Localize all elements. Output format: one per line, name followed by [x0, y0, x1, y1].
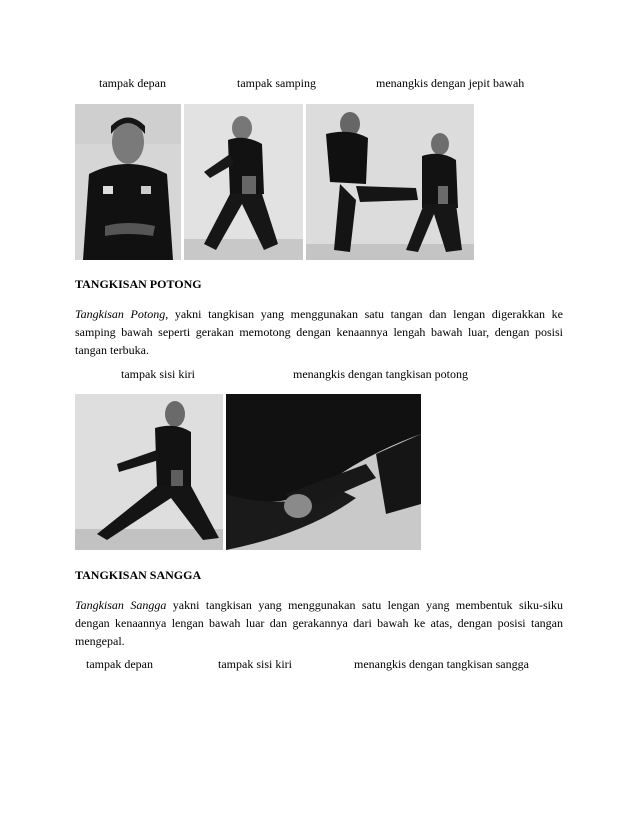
term-potong: Tangkisan Potong	[75, 307, 166, 321]
caption-tangkisan-sangga: menangkis dengan tangkisan sangga	[354, 657, 529, 671]
photo-front-view	[75, 104, 181, 260]
photo-left-side-view	[75, 394, 223, 550]
paragraph-sangga	[75, 596, 563, 650]
caption-jepit-bawah: menangkis dengan jepit bawah	[376, 76, 525, 90]
section-title-potong: TANGKISAN POTONG	[75, 277, 202, 291]
term-sangga: Tangkisan Sangga	[75, 598, 167, 612]
caption-front-view-sangga: tampak depan	[86, 657, 153, 671]
photo-tangkisan-potong	[226, 394, 421, 550]
photo-jepit-bawah	[306, 104, 474, 260]
body-potong: , yakni tangkisan yang menggunakan satu tangan dan lengan digerakkan ke samping bawah seperti gerakan memotong dengan kenaannya lengah bawah luar, dengan posisi tangan terbuka.	[75, 307, 563, 357]
caption-side-view: tampak samping	[237, 76, 316, 90]
caption-front-view: tampak depan	[99, 76, 166, 90]
section-title-sangga: TANGKISAN SANGGA	[75, 568, 202, 582]
paragraph-potong	[75, 305, 563, 359]
photo-side-view	[184, 104, 303, 260]
caption-tangkisan-potong: menangkis dengan tangkisan potong	[293, 367, 468, 381]
caption-left-side-view: tampak sisi kiri	[121, 367, 195, 381]
caption-left-side-view-sangga: tampak sisi kiri	[218, 657, 292, 671]
body-sangga: yakni tangkisan yang menggunakan satu lengan yang membentuk siku-siku dengan kenaannya lengan bawah luar dan gerakannya dari bawah ke atas, dengan posisi tangan mengepal.	[75, 598, 563, 648]
